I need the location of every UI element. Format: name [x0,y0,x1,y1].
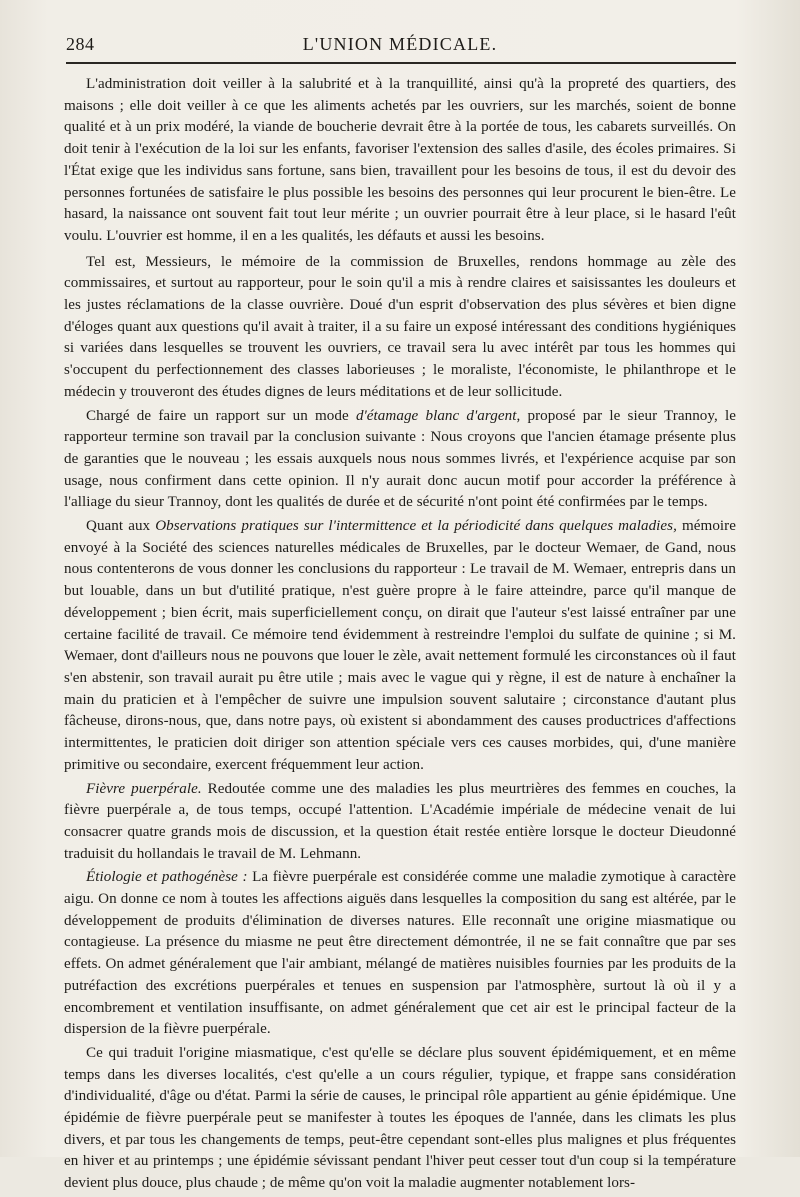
paragraph-intermittence-rest: mémoire envoyé à la Société des sciences naturelles médicales de Bruxelles, par le docteur Wemaer, de Gand, nous nous contenterons de vous donner les conclusions du rapporteur : Le travail de M. Wemaer, entrepris dans un but louable, dans un but d'utilité pratique, n'est guère propre à le faire atteindre, parce qu'il manque de développement ; bien écrit, mais superficiellement conçu, on dirait que l'auteur s'est laissé entraîner par une certaine facilité de travail. Ce mémoire tend évidemment à restreindre l'emploi du sulfate de quinine ; si M. Wemaer, dont d'ailleurs nous ne pouvons que louer le zèle, avait nettement formulé les circonstances où il faut s'en abstenir, son travail aurait pu être utile ; mais avec le vague qui y règne, il est de nature à enchaîner la main du praticien et à l'empêcher de suivre une impulsion souvent salutaire ; circonstance d'autant plus fâcheuse, dirons-nous, que, dans notre pays, où existent si abondamment des causes productrices d'affections intermittentes, le praticien doit diriger son attention spéciale vers ces causes morbides, qui, d'une manière primitive ou secondaire, exercent fréquemment leur action. [64,518,736,773]
header-rule [66,62,736,64]
paragraph-administration: L'administration doit veiller à la salubrité et à la tranquillité, ainsi qu'à la propreté des quartiers, des maisons ; elle doit veiller à ce que les aliments achetés par les ouvriers, sur les marchés, soient de bonne qualité et à un prix modéré, la viande de boucherie devrait être à la portée de tous, les cabarets surveillés. On doit tenir à l'exécution de la loi sur les enfants, favoriser l'extension des salles d'asile, des écoles primaires. Si l'État exige que les individus sans fortune, sans bien, travaillent pour les besoins de tous, il est du devoir des personnes fortunées de satisfaire le plus possible les besoins des personnes qui leur procurent le bien-être. Le hasard, la naissance ont souvent fait tout leur mérite ; un ouvrier pourrait être à leur place, si le hasard l'eût voulu. L'ouvrier est homme, il en a les qualités, les défauts et aussi les besoins. [64,76,736,244]
article-body [64,74,736,1197]
paragraph-origine-miasmatique: Ce qui traduit l'origine miasmatique, c'est qu'elle se déclare plus souvent épidémiquement, et en même temps dans les diverses localités, c'est qu'elle a un cours régulier, typique, et frappe sans considération d'individualité, d'âge ou d'état. Parmi la série de causes, le principal rôle appartient au génie épidémique. Une épidémie de fièvre puerpérale peut se manifester à toutes les époques de l'année, dans les climats les plus divers, et par tous les changements de temps, peut-être cependant sont-elles plus malignes et plus fréquentes en hiver et au printemps ; une épidémie sévissant pendant l'hiver peut cesser tout d'un coup si la température devient plus douce, plus chaude ; de même qu'on voit la maladie augmenter notablement lors- [64,1044,736,1192]
paragraph-intermittence-italic: Observations pratiques sur l'intermittence et la périodicité dans quelques maladies, [155,518,677,535]
paragraph-etiologie [64,867,736,1041]
paragraph-fievre-puerperale [64,779,736,866]
paragraph-etamage-lead: Chargé de faire un rapport sur un mode [86,407,356,424]
page-number: 284 [66,34,95,54]
paragraph-commission-bruxelles: Tel est, Messieurs, le mémoire de la commission de Bruxelles, rendons hommage au zèle des commissaires, et surtout au rapporteur, pour le soin qu'il a mis à rendre claires et saisissantes les douleurs et les justes réclamations de la classe ouvrière. Doué d'un esprit d'observation des plus sévères et bien digne d'éloges quant aux questions qu'il avait à traiter, il a su faire un exposé intéressant des conditions hygiéniques si variées dans lesquelles se trouvent les ouvriers, ce travail sera lu avec intérêt par tous les hommes qui s'occupent du perfectionnement des classes laborieuses ; le moraliste, l'économiste, le philanthrope et le médecin y trouveront des études dignes de leurs méditations et de leur sollicitude. [64,253,736,400]
paragraph-intermittence [64,516,736,776]
page-header [66,34,734,58]
paragraph-fievre-rest: Redoutée comme une des maladies les plus meurtrières des femmes en couches, la fièvre puerpérale a, de tous temps, occupé l'attention. L'Académie impériale de médecine venait de lui consacrer quatre grands mois de discussion, et la question était restée entière lorsque le docteur Dieudonné traduisit du hollandais le travail de M. Lehmann. [64,780,736,862]
paragraph-etiologie-italic: Étiologie et pathogénèse : [86,869,248,886]
paragraph-fievre-italic: Fièvre puerpérale. [86,780,202,797]
running-title: L'UNION MÉDICALE. [302,34,498,54]
paragraph-intermittence-lead: Quant aux [86,518,156,535]
paragraph-etamage-rest: , proposé par le sieur Trannoy, le rapporteur termine son travail par la conclusion suivante : Nous croyons que l'ancien étamage présente plus de garanties que le nouveau ; les essais auxquels nous nous sommes livrés, et l'expérience acquise par son usage, nous confirment dans cette opinion. Il n'y aurait donc aucun motif pour accorder la préférence à l'alliage du sieur Trannoy, dont les qualités de durée et de sécurité n'ont point été confirmées par le temps. [64,407,737,511]
paragraph-etamage [64,406,736,515]
paragraph-etamage-italic: d'étamage blanc d'argent [355,407,517,424]
paragraph-etiologie-rest: La fièvre puerpérale est considérée comme une maladie zymotique à caractère aigu. On donne ce nom à toutes les affections aiguës dans lesquelles la composition du sang est altérée, par le développement de produits d'élimination de diverses natures. Elle reconnaît une origine miasmatique ou contagieuse. La présence du miasme ne peut être directement démontrée, il ne se fait connaître que par ses effets. On admet généralement que l'air ambiant, mélangé de matières nuisibles fournies par les produits de la putréfaction des excrétions puerpérales et tenues en suspension par l'atmosphère, surtout là où il y a encombrement et ventilation insuffisante, on admet généralement que cet air est le principal facteur de la dispersion de la fièvre puerpérale. [64,869,736,1038]
